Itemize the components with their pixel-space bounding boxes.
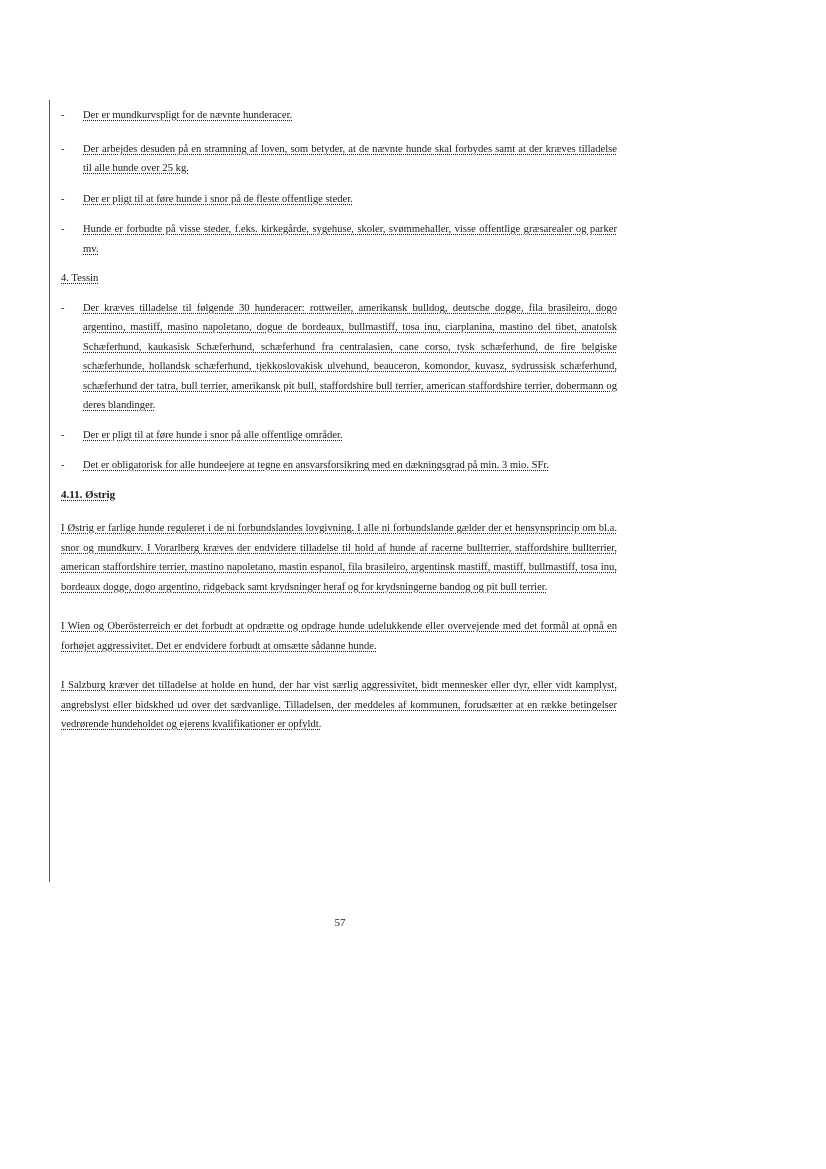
list-item-text: Der er pligt til at føre hunde i snor på de fleste offentlige steder. [83, 193, 353, 205]
bullet-dash: - [61, 429, 65, 441]
paragraph [61, 519, 617, 597]
list-item [61, 220, 617, 259]
tessin-bullet-list [61, 299, 617, 476]
paragraph [61, 676, 617, 735]
list-item [61, 190, 617, 210]
list-item [61, 140, 617, 179]
section-heading-ostrig [61, 486, 617, 506]
bullet-dash: - [61, 143, 65, 155]
list-item-text: Hunde er forbudte på visse steder, f.eks. kirkegårde, sygehuse, skoler, svømmehaller, visse offentlige græsarealer og parker mv. [83, 224, 617, 255]
page-number: 57 [334, 917, 346, 929]
list-item-text: Der er pligt til at føre hunde i snor på alle offentlige områder. [83, 429, 343, 441]
paragraph-text: I Wien og Oberösterreich er det forbudt at opdrætte og opdrage hunde udelukkende eller overvejende med det formål at opnå en forhøjet aggressivitet. Det er endvidere forbudt at omsætte sådanne hunde. [61, 621, 617, 652]
list-item-text: Det er obligatorisk for alle hundeejere at tegne en ansvarsforsikring med en dækningsgrad på min. 3 mio. SFr. [83, 460, 550, 471]
bullet-dash: - [61, 224, 65, 235]
section-heading-tessin [61, 269, 617, 289]
paragraph-text: I Østrig er farlige hunde reguleret i de ni forbundslandes lovgivning. I alle ni forbundslande gælder der et hensynsprincip om bl.a. snor og mundkurv. I Vorarlberg kræves der endvidere tilladelse til hold af hunde af racerne bullterrier, staffordshire bullterrier, american staffordshire terrier, mastino napoletano, mastin espanol, fila brasileiro, argentinsk mastiff, mastiff, bullmastiff, tosa inu, bordeaux dogge, dogo argentino, ridgeback samt krydsninger heraf og for krydsningerne bandog og pit bull terrier. [61, 523, 617, 593]
bullet-dash: - [61, 302, 65, 314]
margin-change-bar [49, 100, 50, 882]
top-bullet-list [61, 106, 617, 259]
bullet-dash: - [61, 110, 65, 121]
page-content [61, 106, 617, 735]
list-item-text: Der arbejdes desuden på en stramning af loven, som betyder, at de nævnte hunde skal forbydes samt at der kræves tilladelse til alle hunde over 25 kg. [83, 143, 617, 174]
list-item [61, 106, 617, 126]
section-heading-text: 4. Tessin [61, 273, 99, 284]
paragraph-text: I Salzburg kræver det tilladelse at holde en hund, der har vist særlig aggressivitet, bidt mennesker eller dyr, eller vidt kamplyst, angrebslyst eller bidskhed ud over det sædvanlige. Tilladelsen, der meddeles af kommunen, forudsætter at en række betingelser vedrørende hundeholdet og ejerens kvalifikationer er opfyldt. [61, 680, 617, 730]
list-item [61, 456, 617, 476]
list-item-text: Der er mundkurvspligt for de nævnte hunderacer. [83, 110, 293, 121]
list-item [61, 299, 617, 416]
section-heading-text: 4.11. Østrig [61, 488, 116, 501]
bullet-dash: - [61, 193, 65, 205]
list-item [61, 426, 617, 446]
list-item-text: Der kræves tilladelse til følgende 30 hunderacer: rottweiler, amerikansk bulldog, deutsche dogge, fila brasileiro, dogo argentino, mastiff, masino napoletano, dogue de bordeaux, bullmastiff, tosa inu, ciarplanina, mastino del tibet, anatolsk Schæferhund, kaukasisk Schæferhund, schæferhund fra centralasien, cane corso, tysk schæferhund, de fire belgiske schæferhunde, hollandsk schæferhund, tjekkoslovakisk ulvehund, beauceron, komondor, kuvasz, sydrussisk schæferhund, schæferhund der tatra, bull terrier, amerikansk pit bull, staffordshire bull terrier, american staffordshire terrier, dobermann og deres blandinger. [83, 302, 617, 411]
bullet-dash: - [61, 460, 65, 471]
paragraph [61, 617, 617, 656]
